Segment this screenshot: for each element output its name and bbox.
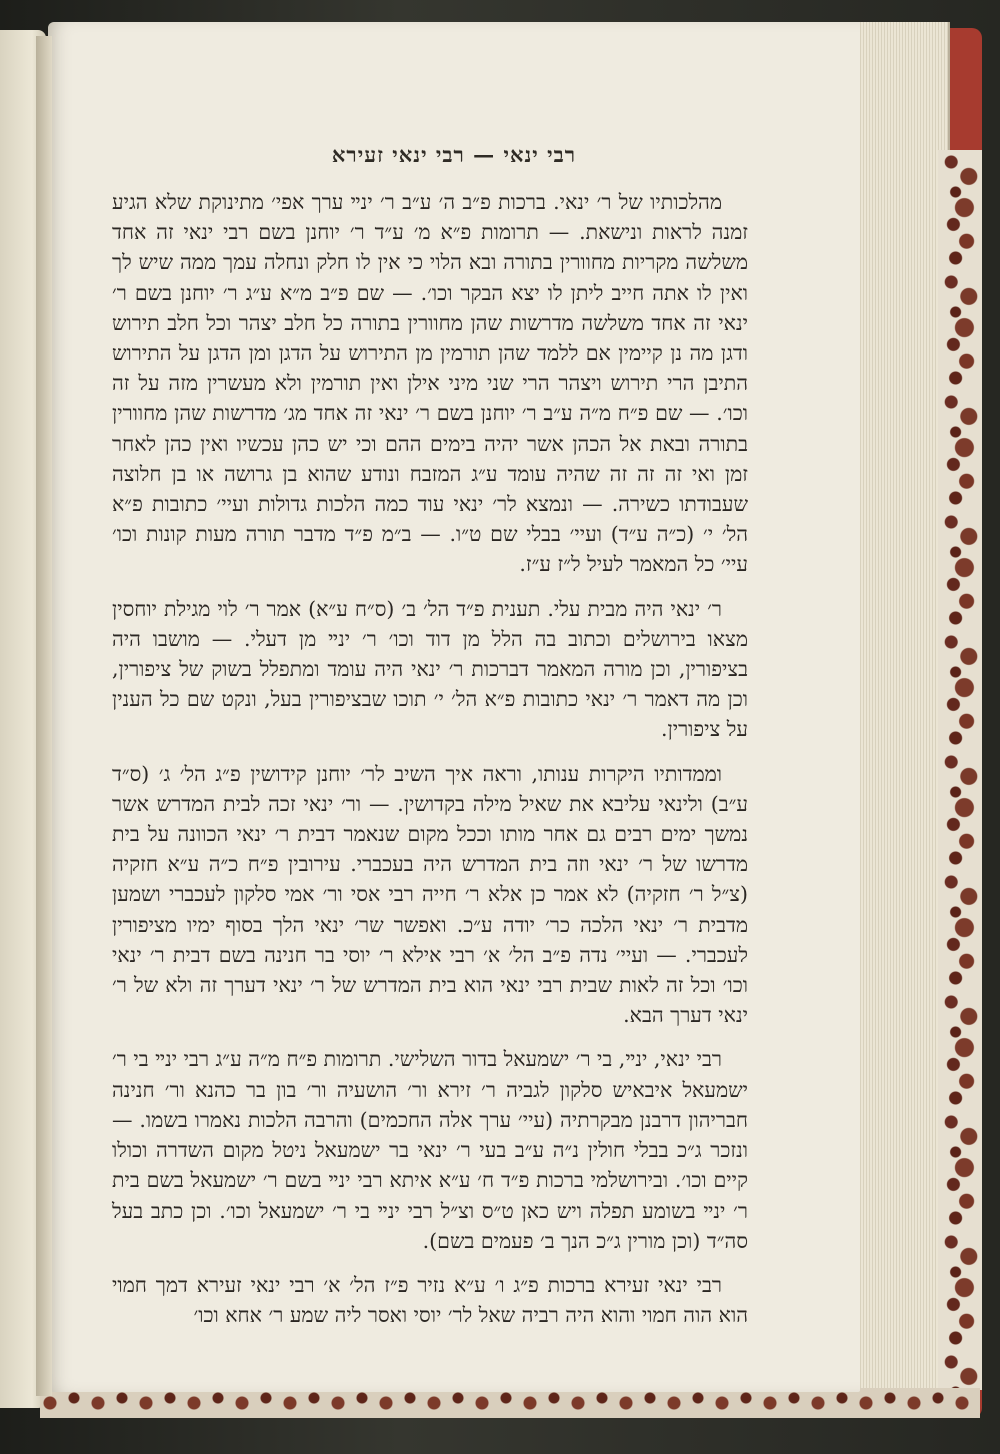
paragraph: וממדותיו היקרות ענותו, וראה איך השיב לר׳ יוחנן קידושין פ״ג הל׳ ג׳ (ס״ד ע״ב) ולינאי עליבא את שאיל מילה בקדושין. — ור׳ ינאי זכה לבית המדרש אשר נמשך ימים רבים גם אחר מותו וככל מקום שנאמר דבית ר׳ ינאי הכוונה על בית מדרשו של ר׳ ינאי וזה בית המדרש היה בעכברי. עירובין פ״ח כ״ה ע״א חזקיה (צ״ל ר׳ חזקיה) לא אמר כן אלא ר׳ חייה רבי אסי ור׳ אמי סלקון לעכברי ושמען מדבית ר׳ ינאי הלכה כר׳ יודה ע״כ. ואפשר שר׳ ינאי הלך בסוף ימיו מציפורין לעכברי. — ועיי׳ נדה פ״ב הל׳ א׳ רבי אילא ר׳ יוסי בר חנינה בשם דבית ר׳ ינאי וכו׳ וכל זה לאות שבית רבי ינאי הוא בית המדרש של ר׳ ינאי דערך זה ולא של ר׳ ינאי דערך הבא. bbox=[112, 761, 748, 1028]
marbled-bottom-edge bbox=[40, 1388, 980, 1418]
paragraph: ר׳ ינאי היה מבית עלי. תענית פ״ד הל׳ ב׳ (ס״ח ע״א) אמר ר׳ לוי מגילת יוחסין מצאו בירושלים וכתוב בה הלל מן דוד וכו׳ ר׳ ינײ מן דעלי. — מושבו היה בציפורין, וכן מורה המאמר דברכות ר׳ ינאי היה עומד ומתפלל בשוק של ציפורין, וכן מה דאמר ר׳ ינאי כתובות פ״א הל׳ י׳ תוכו שבציפורין בעל, ונקט שם כל הענין על ציפורין. bbox=[112, 596, 748, 742]
body-text bbox=[112, 187, 748, 1344]
running-head: רבי ינאי — רבי ינאי זעירא bbox=[331, 142, 577, 167]
marbled-edge bbox=[938, 150, 982, 1390]
book-page bbox=[48, 22, 860, 1392]
paragraph: רבי ינאי, ינײ, בי ר׳ ישמעאל בדור השלישי. תרומות פ״ח מ״ה ע״ג רבי ינײ בי ר׳ ישמעאל איבאיש סלקון לגביה ר׳ זירא ור׳ הושעיה ור׳ בון בר כהנא ור׳ חנינה חבריהון דרבנן מבקרתיה (עיי׳ ערך אלה החכמים) והרבה הלכות נאמרו בשמו. — ונזכר ג״כ בבלי חולין נ״ה ע״ב בעי ר׳ ינאי בר ישמעאל ניטל מקום השדרה וכולו קיים וכו׳. ובירושלמי ברכות פ״ד ח׳ ע״א איתא רבי ינײ בשם ר׳ ישמעאל בשם בית ר׳ ינײ בשומע תפלה ויש כאן ט״ס וצ״ל רבי ינײ בי ר׳ ישמעאל וכו׳. וכן כתב בעל סה״ד (וכן מורין ג״כ הנך ב׳ פעמים בשם). bbox=[112, 1047, 748, 1253]
page-block-edges bbox=[858, 22, 950, 1394]
page-gutter bbox=[36, 36, 52, 1396]
paragraph: מהלכותיו של ר׳ ינאי. ברכות פ״ב ה׳ ע״ב ר׳ ינײ ערך אפי׳ מתינוקת שלא הגיע זמנה לראות ונישאת. — תרומות פ״א מ׳ ע״ד ר׳ יוחנן בשם רבי ינאי זה אחד משלשה מקריות מחוורין בתורה ובא הלוי כי אין לו חלק ונחלה עמך ממה שיש לך ואין לו אתה חייב ליתן לו יצא הבקר וכו׳. — שם פ״ב מ״א ע״ג ר׳ יוחנן בשם ר׳ ינאי זה אחד משלשה מדרשות שהן מחוורין בתורה כל חלב יצהר וכל חלב תירוש ודגן מה נן קיימין אם ללמד שהן תורמין מן התירוש על הדגן ומן הדגן על התירוש התיבן הרי תירוש ויצהר הרי שני מיני אילן ואין תורמין ולא מעשרין מזה על זה וכו׳. — שם פ״ח מ״ה ע״ב ר׳ יוחנן בשם ר׳ ינאי זה אחד מג׳ מדרשות שהן מחוורין בתורה ובאת אל הכהן אשר יהיה בימים ההם וכי יש כהן עכשיו ואין כהן לאחר זמן ואי זה זה זה שהיה עומד ע״ג המזבח ונודע שהוא בן גרושה או בן חלוצה שעבודתו כשירה. — ונמצא לר׳ ינאי עוד כמה הלכות גדולות ועיי׳ כתובות פ״א הל׳ י׳ (כ״ה ע״ד) ועיי׳ בבלי שם ט״ו. — ב״מ פ״ד מדבר תורה מעות קונות וכו׳ עיי׳ כל המאמר לעיל ל״ז ע״ז. bbox=[112, 190, 748, 577]
paragraph: רבי ינאי זעירא ברכות פ״ג ו׳ ע״א נזיר פ״ז הל׳ א׳ רבי ינאי זעירא דמך חמוי הוא הוה חמוי והוא היה רביה שאל לר׳ יוסי ואסר ליה שמע ר׳ אחא וכו׳ bbox=[112, 1272, 748, 1328]
